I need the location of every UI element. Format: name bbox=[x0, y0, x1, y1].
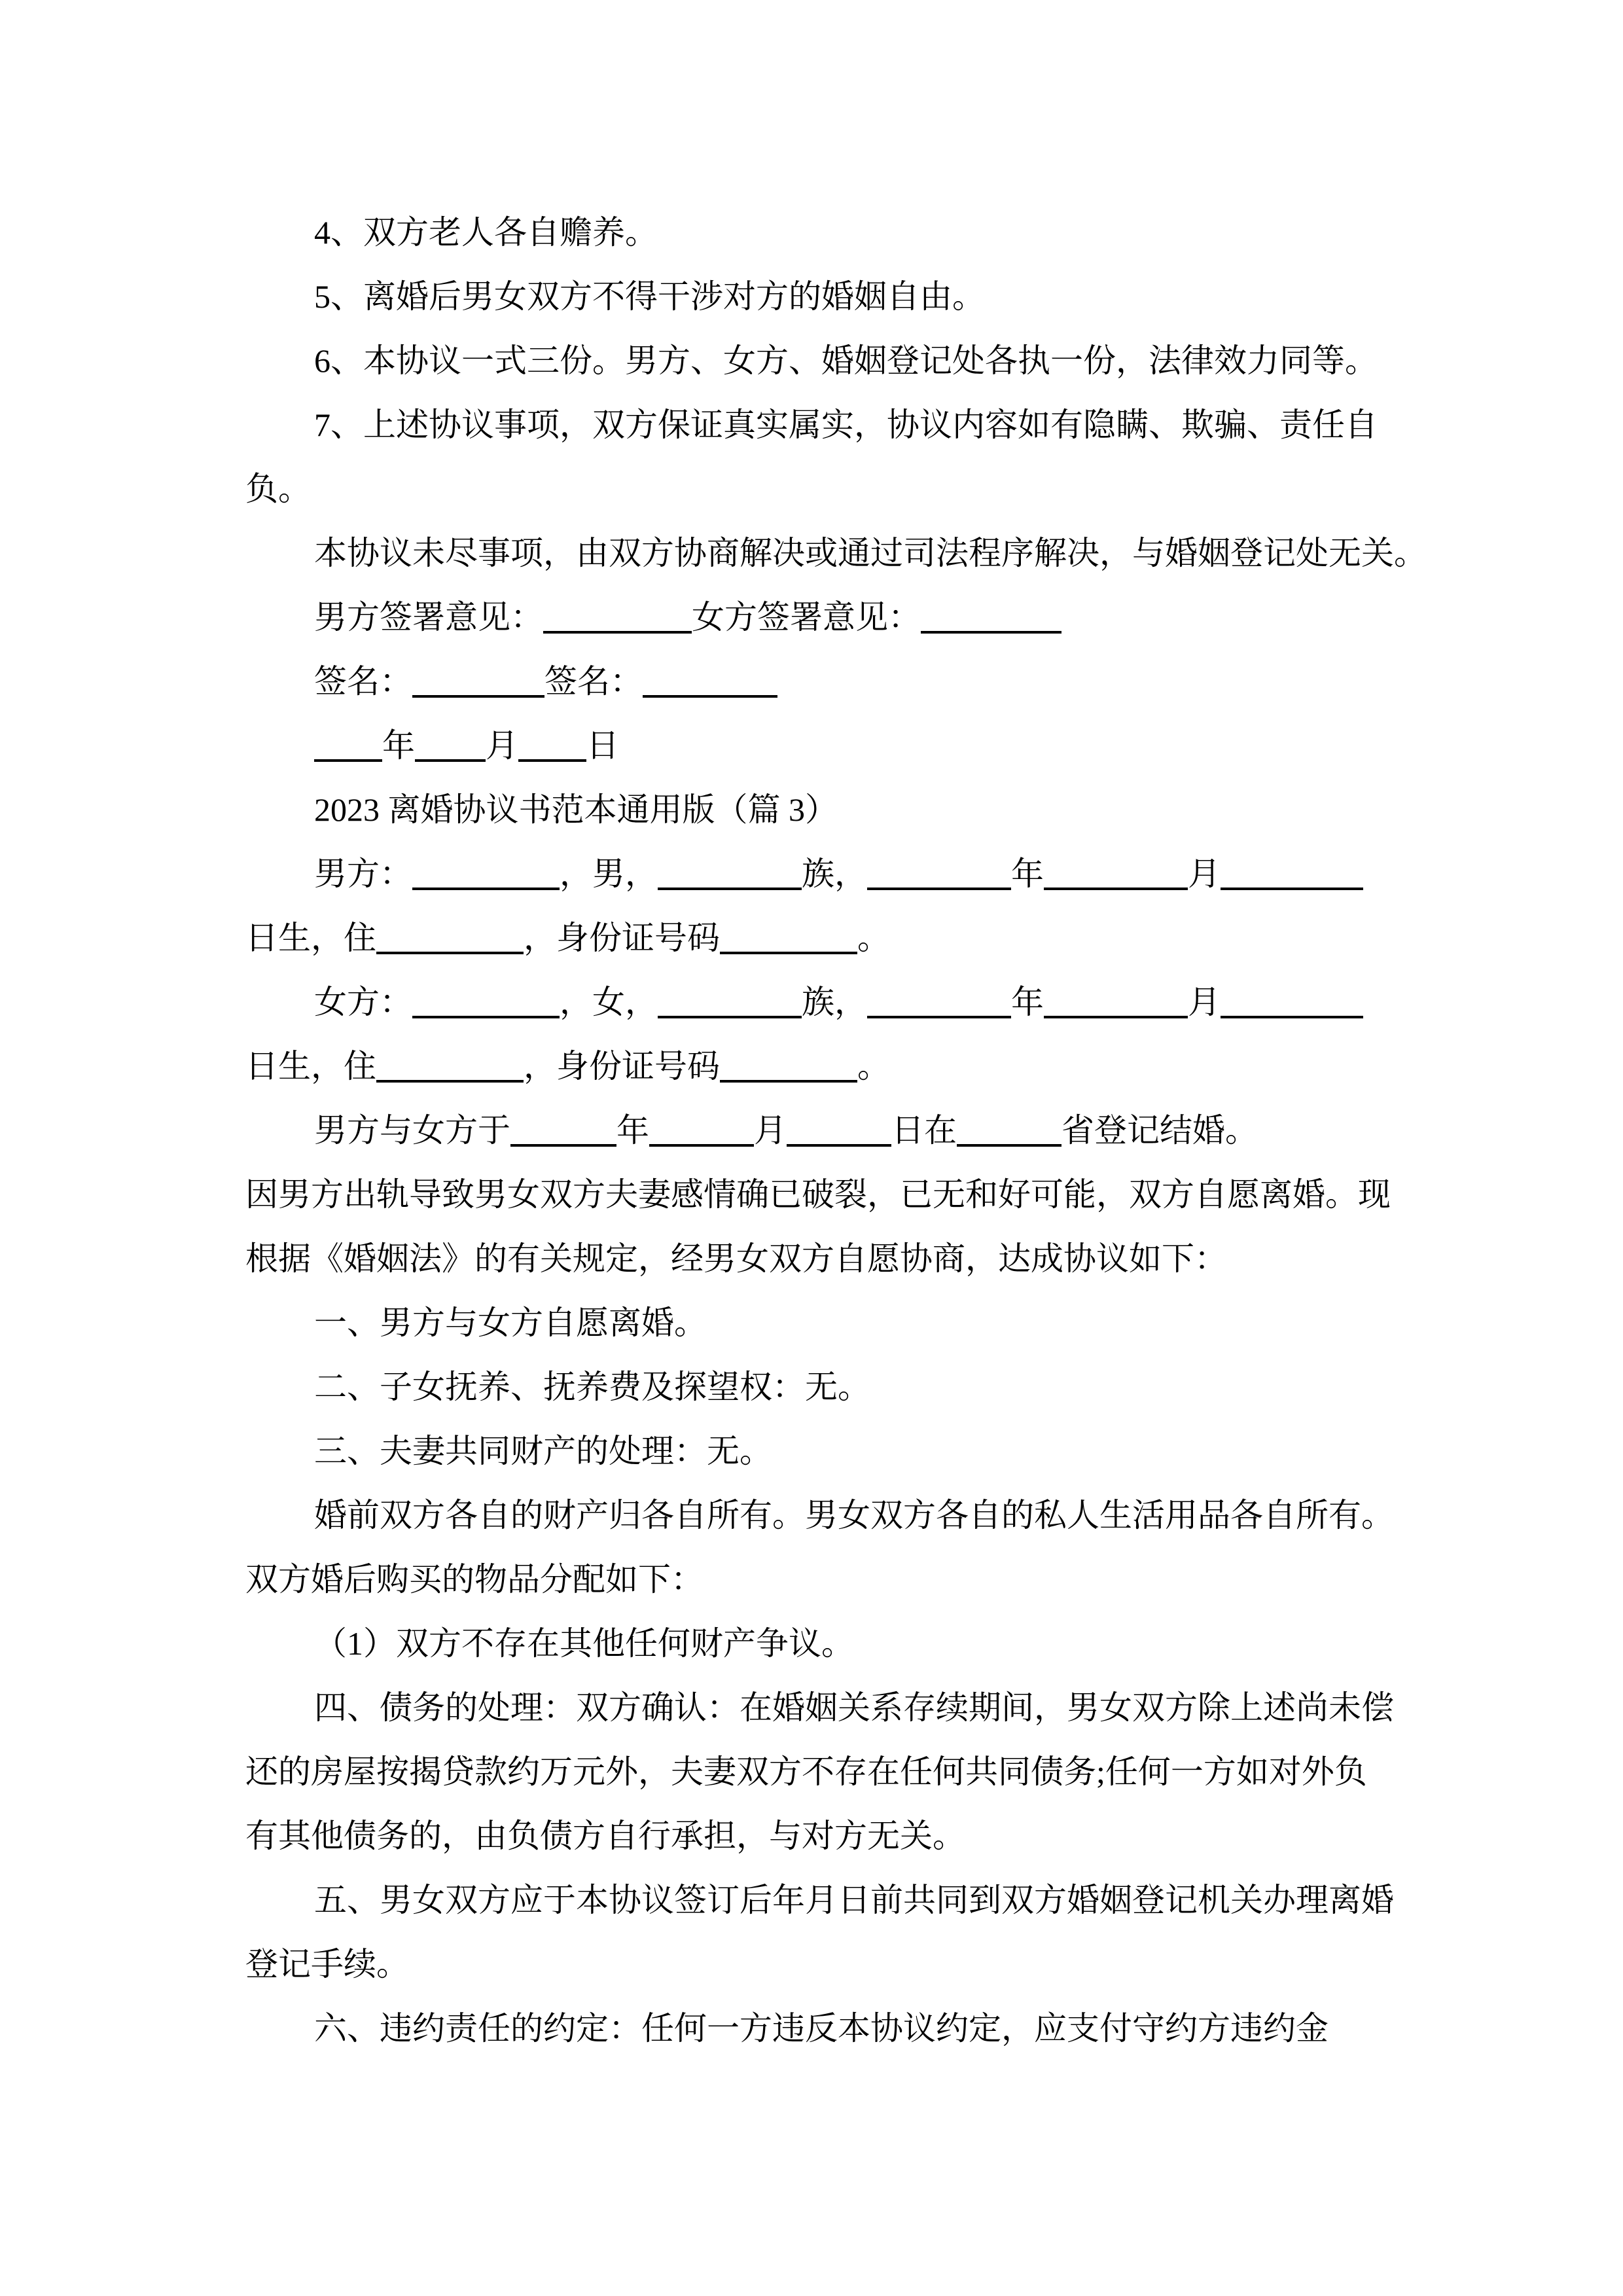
line-text: 日在 bbox=[891, 1112, 957, 1149]
line-text: 日 bbox=[586, 727, 619, 764]
line-text: 三、夫妻共同财产的处理：无。 bbox=[314, 1433, 772, 1469]
line-text: 7、上述协议事项，双方保证真实属实，协议内容如有隐瞒、欺骗、责任自 bbox=[314, 406, 1378, 443]
blank-underline-field bbox=[720, 919, 857, 954]
blank-underline-field bbox=[376, 1047, 524, 1083]
line-text: 登记手续。 bbox=[245, 1946, 409, 1982]
blank-underline-field bbox=[1221, 983, 1363, 1018]
line-text: 。 bbox=[857, 920, 890, 956]
blank-underline-field bbox=[415, 726, 486, 762]
line-text: 二、子女抚养、抚养费及探望权：无。 bbox=[314, 1369, 870, 1405]
line-text: 月 bbox=[486, 727, 518, 764]
line-text: 年 bbox=[616, 1112, 649, 1149]
blank-underline-field bbox=[720, 1047, 857, 1083]
line-text: 省登记结婚。 bbox=[1061, 1112, 1258, 1149]
document-line bbox=[245, 1162, 1397, 1227]
line-text: 6、本协议一式三份。男方、女方、婚姻登记处各执一份，法律效力同等。 bbox=[314, 342, 1378, 379]
blank-underline-field bbox=[658, 855, 802, 890]
document-line bbox=[245, 200, 1397, 264]
document-line bbox=[245, 1547, 1397, 1611]
line-text: 一、男方与女方自愿离婚。 bbox=[314, 1304, 707, 1341]
document-line bbox=[245, 1868, 1397, 1932]
document-line bbox=[245, 778, 1397, 842]
line-text: 年 bbox=[1011, 984, 1044, 1020]
line-text: 年 bbox=[382, 727, 415, 764]
line-text: 有其他债务的，由负债方自行承担，与对方无关。 bbox=[245, 1818, 965, 1854]
document-line bbox=[245, 457, 1397, 521]
blank-underline-field bbox=[643, 662, 777, 698]
document-line bbox=[245, 713, 1397, 778]
blank-underline-field bbox=[1044, 855, 1188, 890]
blank-underline-field bbox=[921, 598, 1061, 634]
line-text: 月 bbox=[1188, 984, 1221, 1020]
line-text: 男方： bbox=[314, 855, 412, 892]
line-text: 5、离婚后男女双方不得干涉对方的婚姻自由。 bbox=[314, 278, 985, 315]
document-line bbox=[245, 1227, 1397, 1291]
line-text: 双方婚后购买的物品分配如下： bbox=[245, 1561, 704, 1598]
document-line bbox=[245, 1740, 1397, 1804]
blank-underline-field bbox=[543, 598, 692, 634]
blank-underline-field bbox=[412, 855, 560, 890]
document-line bbox=[245, 1932, 1397, 1996]
line-text: 签名： bbox=[544, 663, 643, 700]
line-text: 年 bbox=[1011, 855, 1044, 892]
line-text: 负。 bbox=[245, 471, 311, 507]
line-text: 婚前双方各自的财产归各自所有。男女双方各自的私人生活用品各自所有。 bbox=[314, 1497, 1394, 1534]
blank-underline-field bbox=[412, 983, 560, 1018]
line-text: 女方： bbox=[314, 984, 412, 1020]
line-text: 族， bbox=[802, 855, 867, 892]
line-text: 五、男女双方应于本协议签订后年月日前共同到双方婚姻登记机关办理离婚 bbox=[314, 1882, 1394, 1918]
line-text: 女方签署意见： bbox=[692, 599, 921, 636]
document-line bbox=[245, 970, 1397, 1034]
line-text: 根据《婚姻法》的有关规定，经男女双方自愿协商，达成协议如下： bbox=[245, 1240, 1227, 1277]
line-text: 族， bbox=[802, 984, 867, 1020]
line-text: ，身份证号码 bbox=[524, 920, 720, 956]
blank-underline-field bbox=[518, 726, 586, 762]
line-text: 月 bbox=[754, 1112, 787, 1149]
line-text: 2023 离婚协议书范本通用版（篇 3） bbox=[314, 791, 838, 828]
blank-underline-field bbox=[1044, 983, 1188, 1018]
document-line bbox=[245, 264, 1397, 329]
document-line bbox=[245, 906, 1397, 970]
blank-underline-field bbox=[1221, 855, 1363, 890]
blank-underline-field bbox=[412, 662, 544, 698]
line-text: 四、债务的处理：双方确认：在婚姻关系存续期间，男女双方除上述尚未偿 bbox=[314, 1689, 1394, 1726]
blank-underline-field bbox=[649, 1111, 754, 1147]
document-line bbox=[245, 393, 1397, 457]
line-text: 。 bbox=[857, 1048, 890, 1085]
line-text: 月 bbox=[1188, 855, 1221, 892]
document-line bbox=[245, 1034, 1397, 1098]
document-line bbox=[245, 1483, 1397, 1547]
line-text: 因男方出轨导致男女双方夫妻感情确已破裂，已无和好可能，双方自愿离婚。现 bbox=[245, 1176, 1391, 1213]
line-text: 本协议未尽事项，由双方协商解决或通过司法程序解决，与婚姻登记处无关。 bbox=[314, 535, 1427, 571]
document-line bbox=[245, 521, 1427, 585]
blank-underline-field bbox=[510, 1111, 616, 1147]
blank-underline-field bbox=[867, 855, 1011, 890]
document-line bbox=[245, 1611, 1397, 1676]
line-text: 还的房屋按揭贷款约万元外，夫妻双方不存在任何共同债务;任何一方如对外负 bbox=[245, 1753, 1367, 1790]
document-line bbox=[245, 585, 1397, 649]
document-body bbox=[245, 200, 1427, 2060]
blank-underline-field bbox=[787, 1111, 891, 1147]
line-text: ，身份证号码 bbox=[524, 1048, 720, 1085]
document-line bbox=[245, 1419, 1397, 1483]
line-text: 男方与女方于 bbox=[314, 1112, 510, 1149]
blank-underline-field bbox=[376, 919, 524, 954]
line-text: （1）双方不存在其他任何财产争议。 bbox=[314, 1625, 854, 1662]
line-text: ，男， bbox=[560, 855, 658, 892]
line-text: 日生，住 bbox=[245, 920, 376, 956]
blank-underline-field bbox=[314, 726, 382, 762]
document-line bbox=[245, 1355, 1397, 1419]
line-text: ，女， bbox=[560, 984, 658, 1020]
line-text: 男方签署意见： bbox=[314, 599, 543, 636]
blank-underline-field bbox=[658, 983, 802, 1018]
document-line bbox=[245, 1291, 1397, 1355]
document-line bbox=[245, 1098, 1397, 1162]
document-line bbox=[245, 649, 1397, 713]
document-line bbox=[245, 1996, 1397, 2060]
line-text: 六、违约责任的约定：任何一方违反本协议约定，应支付守约方违约金 bbox=[314, 2010, 1329, 2047]
blank-underline-field bbox=[957, 1111, 1061, 1147]
document-line bbox=[245, 842, 1397, 906]
line-text: 4、双方老人各自赡养。 bbox=[314, 214, 658, 251]
document-line bbox=[245, 329, 1397, 393]
document-line bbox=[245, 1804, 1397, 1868]
line-text: 日生，住 bbox=[245, 1048, 376, 1085]
blank-underline-field bbox=[867, 983, 1011, 1018]
line-text: 签名： bbox=[314, 663, 412, 700]
document-line bbox=[245, 1676, 1397, 1740]
